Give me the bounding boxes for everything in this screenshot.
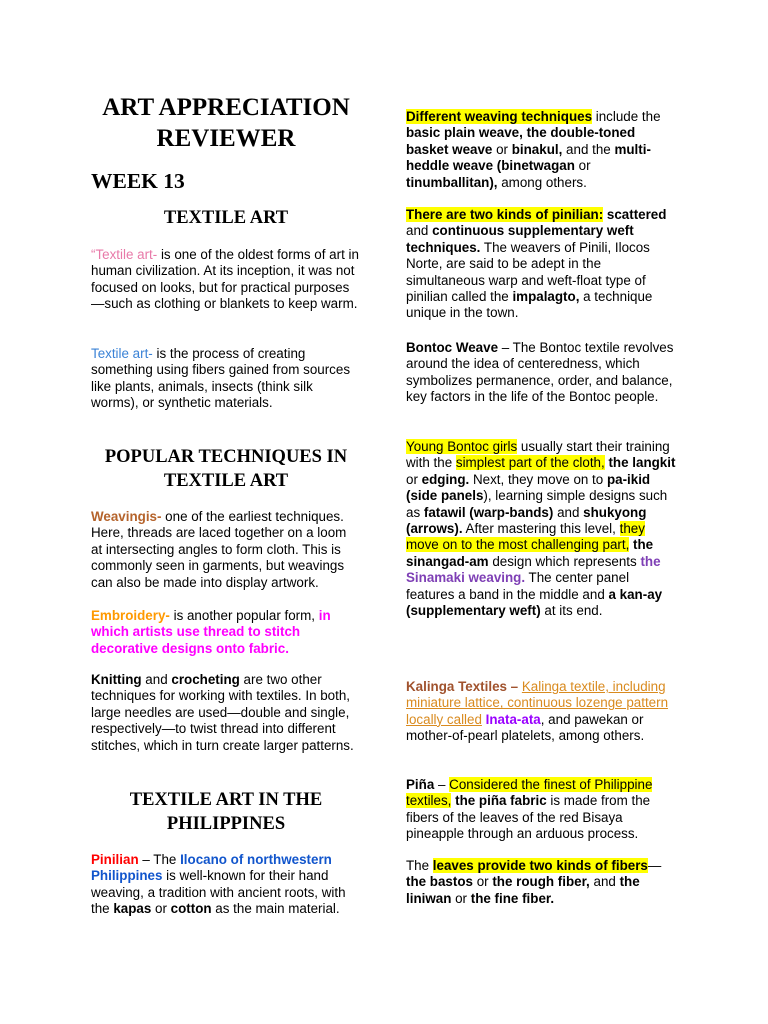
title-line-1: ART APPRECIATION <box>102 94 350 121</box>
paragraph-leaves-fibers: The leaves provide two kinds of fibers—the bastos or the rough fiber, and the liniwan or the fine fiber. <box>406 858 662 906</box>
paragraph-knitting-crocheting: Knitting and crocheting are two other techniques for working with textiles. In both, large needles are used—double and single, respectively—to twist thread into different stitches, which in turn create larger patterns. <box>91 672 354 753</box>
paragraph-kalinga-textiles: Kalinga Textiles – Kalinga textile, including miniature lattice, continuous lozenge pattern locally called Inata-ata, and pawekan or mother-of-pearl platelets, among others. <box>406 679 669 744</box>
paragraph-weaving: Weavingis- one of the earliest techniques. Here, threads are laced together on a loom at intersecting angles to form cloth. This is commonly seen in garments, but weavings can also be made into display artwork. <box>91 509 347 590</box>
section-heading-textile-art: TEXTILE ART <box>163 208 289 228</box>
paragraph-pinilian-kinds: There are two kinds of pinilian: scattered and continuous supplementary weft techniques. The weavers of Pinili, Ilocos Norte, are said to be adept in the simultaneous warp and weft-float type of pinilian called the impalagto, a technique unique in the town. <box>406 207 667 321</box>
page-title <box>91 92 361 154</box>
paragraph-pina: Piña – Considered the finest of Philippine textiles, the piña fabric is made from the fibers of the leaves of the red Bisaya pineapple through an arduous process. <box>406 777 653 842</box>
section-heading-popular-techniques: POPULAR TECHNIQUES IN TEXTILE ART <box>104 447 348 491</box>
week-heading: WEEK 13 <box>91 169 185 193</box>
paragraph-bontoc-weave: Bontoc Weave – The Bontoc textile revolves around the idea of centeredness, which symbolizes permanence, order, and balance, key factors in the life of the Bontoc people. <box>406 340 674 405</box>
paragraph-bontoc-girls: Young Bontoc girls usually start their training with the simplest part of the cloth, the langkit or edging. Next, they move on to pa-ikid (side panels), learning simple designs such as fatawil (warp-bands) and shukyong (arrows). After mastering this level, they move on to the most challenging part, the sinangad-am design which represents the Sinamaki weaving. The center panel features a band in the middle and a kan-ay (supplementary weft) at its end. <box>406 439 676 619</box>
paragraph-embroidery: Embroidery- is another popular form, in which artists use thread to stitch decorative designs onto fabric. <box>91 608 331 656</box>
title-line-2: REVIEWER <box>156 125 296 152</box>
paragraph-pinilian: Pinilian – The Ilocano of northwestern Philippines is well-known for their hand weaving, a tradition with ancient roots, with the kapas or cotton as the main material. <box>91 852 346 917</box>
paragraph-textile-art-definition: “Textile art- is one of the oldest forms of art in human civilization. At its inception, it was not focused on looks, but for practical purposes—such as clothing or blankets to keep warm. <box>91 247 359 312</box>
paragraph-textile-art-process: Textile art- is the process of creating something using fibers gained from sources like plants, animals, insects (think silk worms), or synthetic materials. <box>91 346 351 411</box>
paragraph-weaving-techniques: Different weaving techniques include the basic plain weave, the double-toned basket weave or binakul, and the multi-heddle weave (binetwagan or tinumballitan), among others. <box>406 109 661 190</box>
section-heading-textile-art-philippines: TEXTILE ART IN THE PHILIPPINES <box>129 790 323 834</box>
